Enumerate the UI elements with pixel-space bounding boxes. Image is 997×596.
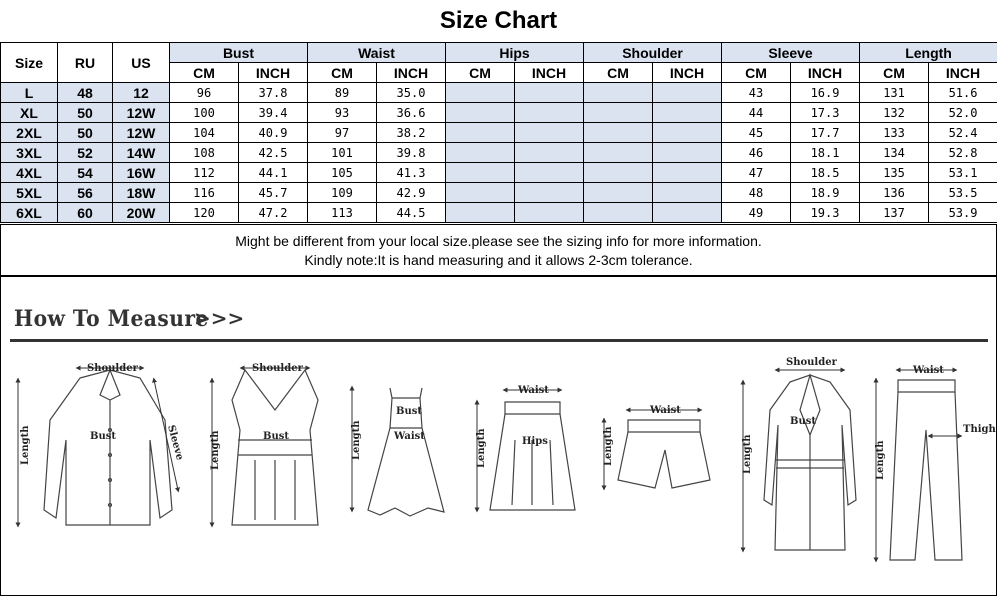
cell-value: 42.9 — [377, 183, 446, 203]
cell-value: 19.3 — [791, 203, 860, 223]
label-bust-dress: Bust — [396, 406, 422, 417]
cell-value — [515, 163, 584, 183]
cell-size: 6XL — [1, 203, 58, 223]
cell-ru: 54 — [58, 163, 113, 183]
cell-value: 52.0 — [929, 103, 997, 123]
label-length-dress: Length — [351, 420, 362, 460]
table-row — [1, 163, 997, 183]
cell-ru: 48 — [58, 83, 113, 103]
cell-value: 131 — [860, 83, 929, 103]
label-length-coat: Length — [742, 434, 753, 474]
unit-header-cm-5: CM — [860, 63, 929, 83]
label-shoulder-coat: Shoulder — [786, 357, 837, 368]
cell-value — [446, 123, 515, 143]
cell-value — [446, 83, 515, 103]
label-sleeve: Sleeve — [165, 423, 186, 462]
label-hips-skirt: Hips — [522, 436, 548, 447]
unit-header-inch-5: INCH — [929, 63, 997, 83]
cell-value: 45.7 — [239, 183, 308, 203]
cell-value: 39.8 — [377, 143, 446, 163]
cell-value — [584, 203, 653, 223]
cell-us: 12W — [113, 103, 170, 123]
cell-value — [584, 183, 653, 203]
table-row — [1, 143, 997, 163]
header-ru: RU — [58, 43, 113, 83]
page-title: Size Chart — [439, 7, 558, 34]
table-row — [1, 203, 997, 223]
cell-value: 18.9 — [791, 183, 860, 203]
cell-value: 51.6 — [929, 83, 997, 103]
cell-value: 35.0 — [377, 83, 446, 103]
cell-value — [446, 163, 515, 183]
unit-header-cm-2: CM — [446, 63, 515, 83]
header-hips: Hips — [446, 43, 584, 63]
cell-ru: 50 — [58, 103, 113, 123]
cell-size: 4XL — [1, 163, 58, 183]
cell-size: 5XL — [1, 183, 58, 203]
unit-header-inch-2: INCH — [515, 63, 584, 83]
cell-ru: 60 — [58, 203, 113, 223]
table-row — [1, 183, 997, 203]
cell-value — [584, 103, 653, 123]
cell-value — [515, 183, 584, 203]
cell-size: 3XL — [1, 143, 58, 163]
cell-value: 16.9 — [791, 83, 860, 103]
unit-header-cm-4: CM — [722, 63, 791, 83]
cell-value — [653, 83, 722, 103]
cell-value: 38.2 — [377, 123, 446, 143]
table-row — [1, 103, 997, 123]
cell-value: 113 — [308, 203, 377, 223]
coat-icon — [764, 375, 856, 550]
cell-value: 37.8 — [239, 83, 308, 103]
cell-value: 53.5 — [929, 183, 997, 203]
cell-value: 53.9 — [929, 203, 997, 223]
cell-value — [446, 183, 515, 203]
cell-value: 44 — [722, 103, 791, 123]
vest-icon — [232, 370, 318, 525]
cell-value: 52.8 — [929, 143, 997, 163]
header-size: Size — [1, 43, 58, 83]
cell-us: 16W — [113, 163, 170, 183]
header-sleeve: Sleeve — [722, 43, 860, 63]
cell-value: 137 — [860, 203, 929, 223]
unit-header-cm-0: CM — [170, 63, 239, 83]
cell-value — [515, 123, 584, 143]
cell-value: 47 — [722, 163, 791, 183]
blouse-icon — [44, 370, 172, 525]
cell-value: 39.4 — [239, 103, 308, 123]
cell-value — [515, 83, 584, 103]
label-thigh-pants: Thigh — [963, 424, 996, 435]
header-us: US — [113, 43, 170, 83]
cell-value: 101 — [308, 143, 377, 163]
cell-value: 89 — [308, 83, 377, 103]
label-bust-vest: Bust — [263, 431, 289, 442]
cell-ru: 52 — [58, 143, 113, 163]
size-table — [0, 42, 997, 223]
pants-icon — [890, 380, 962, 560]
table-row — [1, 83, 997, 103]
cell-value — [446, 203, 515, 223]
label-shoulder-blouse: Shoulder — [87, 363, 138, 374]
label-shoulder-vest: Shoulder — [252, 363, 303, 374]
cell-value: 93 — [308, 103, 377, 123]
cell-value — [584, 163, 653, 183]
cell-value: 40.9 — [239, 123, 308, 143]
cell-value: 46 — [722, 143, 791, 163]
note-line-1: Might be different from your local size.please see the sizing info for more information. — [235, 233, 762, 249]
cell-ru: 56 — [58, 183, 113, 203]
cell-value: 17.3 — [791, 103, 860, 123]
label-length-skirt: Length — [476, 428, 487, 468]
header-bust: Bust — [170, 43, 308, 63]
cell-value: 45 — [722, 123, 791, 143]
cell-value — [584, 123, 653, 143]
header-shoulder: Shoulder — [584, 43, 722, 63]
note-line-2: Kindly note:It is hand measuring and it allows 2-3cm tolerance. — [304, 252, 693, 268]
cell-value — [446, 103, 515, 123]
cell-value: 132 — [860, 103, 929, 123]
label-length-blouse: Length — [20, 425, 31, 465]
cell-value: 97 — [308, 123, 377, 143]
measure-illustrations — [0, 340, 997, 594]
label-bust-blouse: Bust — [90, 431, 116, 442]
cell-value: 120 — [170, 203, 239, 223]
cell-value: 47.2 — [239, 203, 308, 223]
cell-value — [515, 103, 584, 123]
cell-value: 44.5 — [377, 203, 446, 223]
label-waist-skirt: Waist — [518, 385, 549, 396]
cell-value: 105 — [308, 163, 377, 183]
cell-value — [584, 143, 653, 163]
cell-value — [653, 203, 722, 223]
cell-us: 20W — [113, 203, 170, 223]
label-length-vest: Length — [210, 430, 221, 470]
cell-ru: 50 — [58, 123, 113, 143]
table-body — [1, 83, 997, 223]
unit-header-inch-3: INCH — [653, 63, 722, 83]
header-length: Length — [860, 43, 997, 63]
unit-header-inch-1: INCH — [377, 63, 446, 83]
cell-value — [653, 183, 722, 203]
cell-value: 48 — [722, 183, 791, 203]
how-to-measure-title: How To Measure — [14, 306, 209, 332]
cell-size: L — [1, 83, 58, 103]
cell-value: 42.5 — [239, 143, 308, 163]
cell-us: 14W — [113, 143, 170, 163]
chevron-arrows-icon: >>> — [194, 306, 245, 330]
cell-value: 36.6 — [377, 103, 446, 123]
cell-value: 18.5 — [791, 163, 860, 183]
cell-value: 49 — [722, 203, 791, 223]
label-length-shorts: Length — [603, 426, 614, 466]
cell-value — [515, 203, 584, 223]
unit-header-cm-1: CM — [308, 63, 377, 83]
unit-header-cm-3: CM — [584, 63, 653, 83]
cell-value: 41.3 — [377, 163, 446, 183]
cell-value: 96 — [170, 83, 239, 103]
size-notes — [0, 224, 997, 276]
skirt-icon — [490, 402, 575, 510]
cell-value: 108 — [170, 143, 239, 163]
cell-us: 12 — [113, 83, 170, 103]
cell-size: 2XL — [1, 123, 58, 143]
cell-value: 112 — [170, 163, 239, 183]
cell-value — [653, 163, 722, 183]
cell-us: 18W — [113, 183, 170, 203]
table-row — [1, 123, 997, 143]
cell-value: 44.1 — [239, 163, 308, 183]
shorts-icon — [618, 420, 710, 488]
label-waist-dress: Waist — [394, 431, 425, 442]
label-waist-pants: Waist — [913, 365, 944, 376]
cell-value: 43 — [722, 83, 791, 103]
cell-us: 12W — [113, 123, 170, 143]
cell-value — [584, 83, 653, 103]
cell-value: 18.1 — [791, 143, 860, 163]
cell-value: 133 — [860, 123, 929, 143]
unit-header-inch-0: INCH — [239, 63, 308, 83]
cell-value — [515, 143, 584, 163]
unit-header-inch-4: INCH — [791, 63, 860, 83]
label-bust-coat: Bust — [790, 416, 816, 427]
header-waist: Waist — [308, 43, 446, 63]
cell-value: 136 — [860, 183, 929, 203]
label-waist-shorts: Waist — [650, 405, 681, 416]
cell-value: 52.4 — [929, 123, 997, 143]
cell-value: 53.1 — [929, 163, 997, 183]
label-length-pants: Length — [875, 440, 886, 480]
cell-value: 116 — [170, 183, 239, 203]
cell-value — [653, 143, 722, 163]
cell-value — [653, 123, 722, 143]
cell-size: XL — [1, 103, 58, 123]
cell-value: 135 — [860, 163, 929, 183]
cell-value — [446, 143, 515, 163]
cell-value — [653, 103, 722, 123]
cell-value: 100 — [170, 103, 239, 123]
cell-value: 104 — [170, 123, 239, 143]
cell-value: 134 — [860, 143, 929, 163]
cell-value: 109 — [308, 183, 377, 203]
cell-value: 17.7 — [791, 123, 860, 143]
